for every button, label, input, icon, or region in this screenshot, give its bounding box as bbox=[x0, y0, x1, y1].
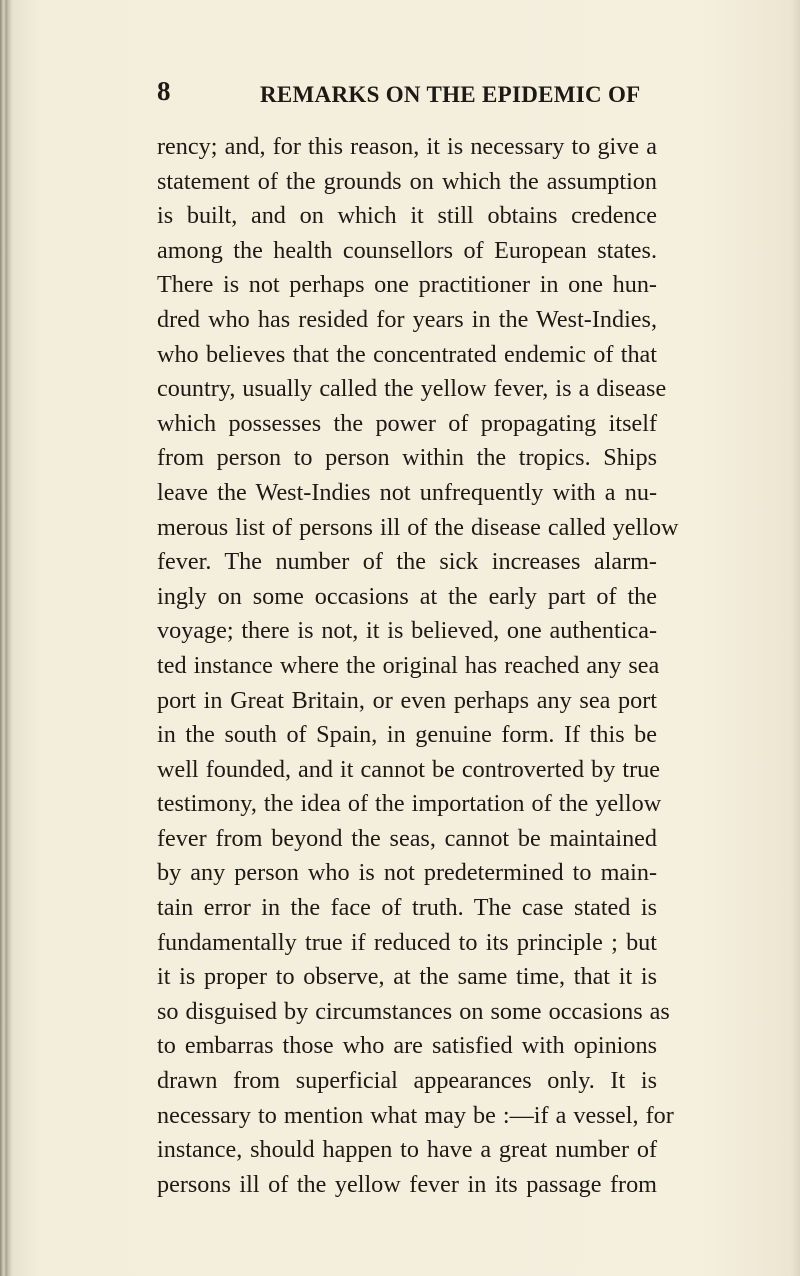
binding-gutter bbox=[0, 0, 12, 1276]
page-header bbox=[157, 76, 641, 116]
text-line: statement of the grounds on which the assumption bbox=[157, 167, 657, 195]
text-line: is built, and on which it still obtains credence bbox=[157, 202, 657, 230]
text-line: who believes that the concentrated endemic of that bbox=[157, 340, 657, 368]
text-line: rency; and, for this reason, it is necessary to give a bbox=[157, 133, 657, 160]
text-line: to embarras those who are satisfied with opinions bbox=[157, 1032, 657, 1060]
text-line: so disguised by circumstances on some occasions as bbox=[157, 997, 670, 1025]
text-line: There is not perhaps one practitioner in one hun- bbox=[157, 271, 657, 299]
text-line: tain error in the face of truth. The case stated is bbox=[157, 894, 657, 922]
text-line: voyage; there is not, it is believed, one authentica- bbox=[157, 617, 657, 645]
text-line: drawn from superficial appearances only. It is bbox=[157, 1067, 657, 1095]
text-line: in the south of Spain, in genuine form. If this be bbox=[157, 721, 657, 749]
text-line: among the health counsellors of European states. bbox=[157, 236, 657, 264]
page-number: 8 bbox=[157, 76, 171, 106]
text-line: from person to person within the tropics. Ships bbox=[157, 444, 657, 472]
text-line: country, usually called the yellow fever, is a disease bbox=[157, 375, 667, 403]
text-line: necessary to mention what may be :—if a vessel, for bbox=[157, 1101, 674, 1129]
text-line: it is proper to observe, at the same time, that it is bbox=[157, 963, 657, 991]
text-line: persons ill of the yellow fever in its passage from bbox=[157, 1170, 657, 1198]
body-text bbox=[157, 130, 679, 1202]
text-line: ingly on some occasions at the early part of the bbox=[157, 582, 657, 610]
text-line: leave the West-Indies not unfrequently with a nu- bbox=[157, 478, 657, 506]
text-line: by any person who is not predetermined to main- bbox=[157, 859, 657, 887]
running-title: REMARKS ON THE EPIDEMIC OF bbox=[260, 82, 641, 107]
text-line: fever from beyond the seas, cannot be maintained bbox=[157, 824, 657, 852]
text-line: which possesses the power of propagating itself bbox=[157, 409, 657, 437]
text-line: merous list of persons ill of the disease called yellow bbox=[157, 513, 679, 541]
text-line: instance, should happen to have a great number of bbox=[157, 1136, 657, 1164]
text-line: fundamentally true if reduced to its principle ; but bbox=[157, 928, 657, 956]
text-line: well founded, and it cannot be controverted by true bbox=[157, 755, 661, 783]
text-line: dred who has resided for years in the West-Indies, bbox=[157, 305, 657, 333]
text-line: testimony, the idea of the importation of the yellow bbox=[157, 790, 662, 818]
text-line: fever. The number of the sick increases alarm- bbox=[157, 548, 657, 576]
text-line: ted instance where the original has reached any sea bbox=[157, 651, 660, 679]
text-line: port in Great Britain, or even perhaps any sea port bbox=[157, 686, 657, 714]
